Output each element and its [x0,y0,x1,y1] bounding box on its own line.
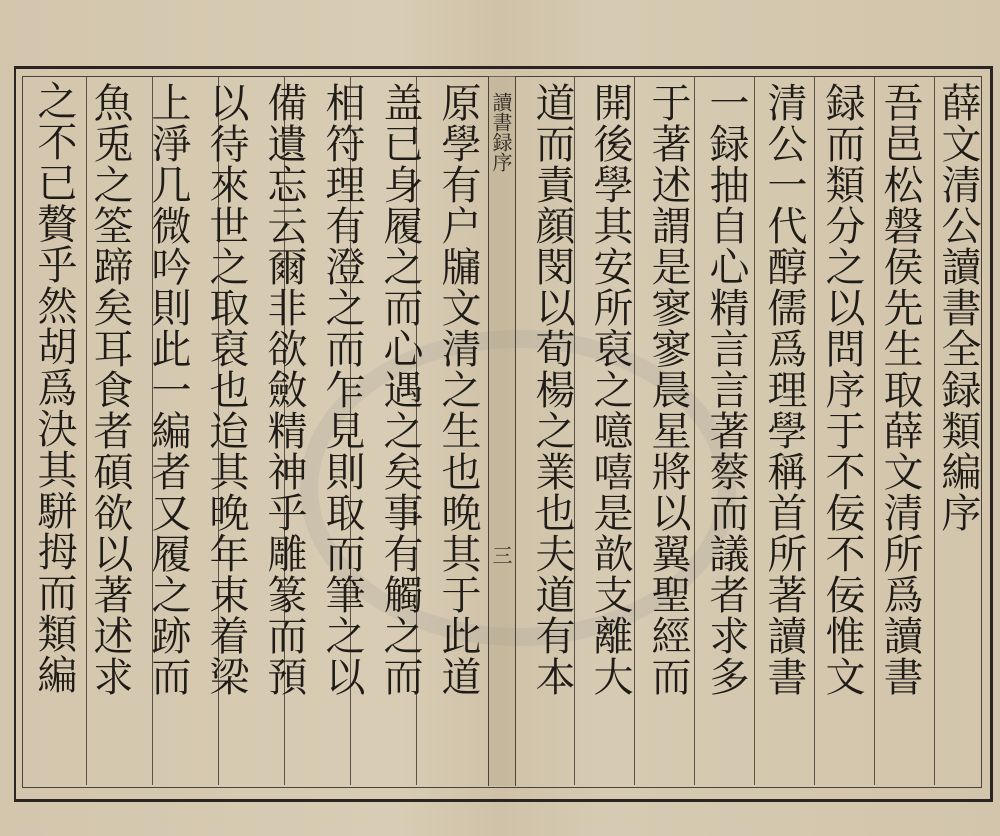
text-column-14: 上淨几微吟則此一編者又履之跡而 [145,82,191,697]
text-column-10: 盖已身履之而心遇之矣事有觸之而 [377,82,423,697]
text-column-3: 録而類分之以問序于不佞不佞惟文 [819,82,865,697]
text-column-5: 一録抽自心精言言著蔡而議者求多 [703,82,749,697]
text-column-8: 道而責顔閔以荀楊之業也夫道有本 [529,82,575,697]
text-column-9: 原學有户牖文清之生也晚其于此道 [435,82,481,697]
page-number: 三 [489,545,513,565]
text-column-13: 以待來世之取裒也迨其晚年束着梁 [203,82,249,697]
center-fold [488,76,516,786]
text-column-7: 開後學其安所裒之噫嘻是歆支離大 [587,82,633,697]
text-column-4: 清公一代醇儒爲理學稱首所著讀書 [761,82,807,697]
text-column-16: 之不已贅乎然胡爲決其駢拇而類編 [31,80,77,695]
text-column-11: 相符理有澄之而乍見則取而筆之以 [319,82,365,697]
text-column-12: 備遺忘云爾非欲斂精神乎雕篆而預 [261,82,307,697]
text-column-15: 魚兎之筌蹄矣耳食者碩欲以著述求 [87,82,133,697]
column-rule [754,77,755,785]
text-column-1: 薛文清公讀書全録類編序 [935,82,981,533]
text-column-6: 于著述謂是寥寥晨星將以翼聖經而 [645,82,691,697]
text-column-2: 吾邑松磐侯先生取薛文清所爲讀書 [877,82,923,697]
center-fold-title: 讀書録序 [489,92,513,172]
